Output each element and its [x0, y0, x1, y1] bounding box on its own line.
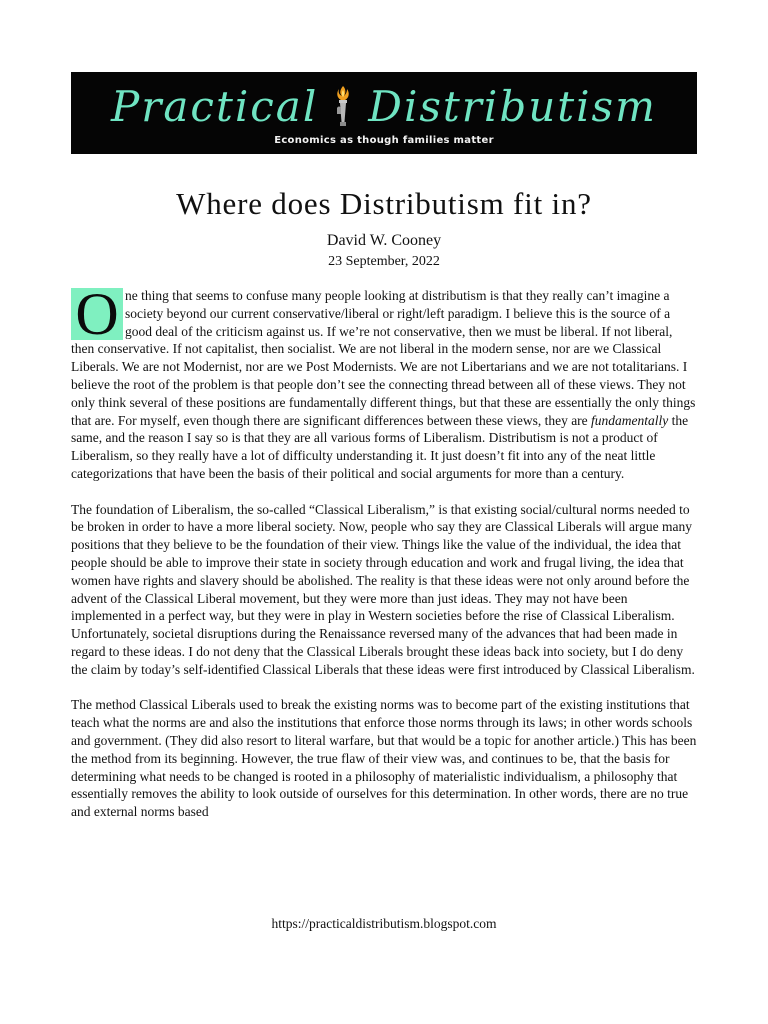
- paragraph-1: [71, 281, 697, 483]
- footer-url: https://practicaldistributism.blogspot.com: [271, 916, 497, 931]
- article-body: [71, 281, 697, 839]
- paragraph-1-start: ne thing that seems to confuse many people looking at distributism is that they really can’t imagine a society beyond our current conservative/liberal or right/left paradigm. I believe this is the source of a good deal of the criticism against us. If we’re not conservative, then we must be liberal. If not liberal, then conservative. If not capitalist, then socialist. We are not liberal in the modern sense, nor are we Classical Liberals. We are not Modernist, nor are we Post Modernists. We are not Libertarians and we are not totalitarians. I believe the root of the problem is that people don’t see the connecting thread between all of these views. They not only think several of these positions are fundamentally different things, but that these are essentially the only things that are. For myself, even though there are significant differences between these views, they are: [71, 288, 696, 428]
- paragraph-1-end: the same, and the reason I say so is that they are all various forms of Liberalism. Distributism is not a product of Liberalism, so they really have a lot of difficulty understanding it. It just doesn’t fit into any of the neat little categorizations that have been the basis of their political and social arguments for more than a century.: [71, 412, 689, 481]
- article-author: David W. Cooney: [326, 232, 442, 249]
- torch-icon: [330, 84, 356, 128]
- paragraph-2: The foundation of Liberalism, the so-called “Classical Liberalism,” is that existing social/cultural norms needed to be broken in order to have a more liberal society. Now, people who say they are Classical Liberals will argue many positions that they believe to be the foundation of their view. Things like the value of the individual, the idea that people should be able to improve their state in society through education and work and frugal living, the idea that women have rights and slavery should be abolished. The reality is that these ideas were not only around before the advent of the Classical Liberal movement, but they were more than just ideas. They may not have been implemented in a perfect way, but they were in play in Western societies before the rise of Classical Liberalism. Unfortunately, societal disruptions during the Renaissance reversed many of the advances that had been made in regard to these ideas. I do not deny that the Classical Liberals brought these ideas back into society, but I do deny the claim by today’s self-identified Classical Liberals that these ideas were first introduced by Classical Liberalism.: [71, 501, 695, 677]
- article-title: Where does Distributism fit in?: [176, 186, 592, 221]
- drop-cap: O: [71, 288, 123, 340]
- paragraph-3: The method Classical Liberals used to break the existing norms was to become part of the existing institutions that teach what the norms are and also the institutions that enforce those norms through its laws; in other words schools and government. (They did also resort to literal warfare, but that would be a topic for another article.) This has been the method from its beginning. However, the true flaw of their view was, and continues to be, that the basis for determining what needs to be changed is rooted in a philosophy of materialistic individualism, a philosophy that essentially removes the ability to look outside of ourselves for this determination. In other words, there are no true and external norms based: [71, 697, 697, 820]
- masthead-tagline: Economics as though families matter: [274, 135, 494, 146]
- masthead-title: [71, 80, 697, 132]
- article-date: 23 September, 2022: [328, 254, 440, 269]
- masthead-banner: [71, 72, 697, 154]
- masthead-title-left: Practical: [111, 81, 319, 131]
- masthead-title-right: Distributism: [368, 81, 657, 131]
- paragraph-1-emphasis: fundamentally: [591, 412, 669, 428]
